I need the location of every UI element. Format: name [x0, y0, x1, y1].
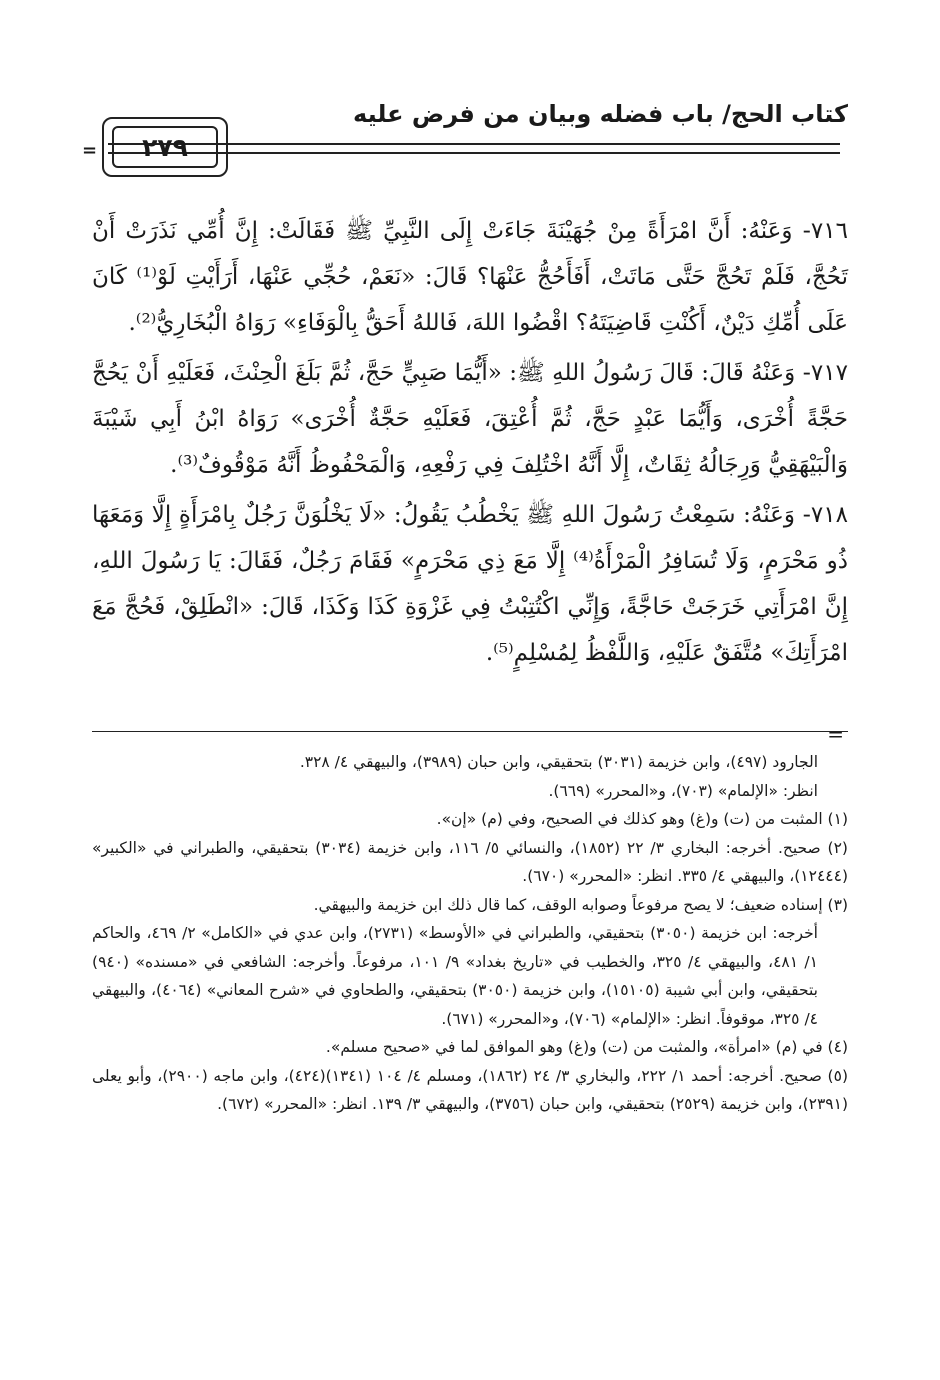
hadith-body: وَعَنْهُ: أَنَّ امْرَأَةً مِنْ جُهَيْنَةَ جَاءَتْ إِلَى النَّبِيِّ ﷺ فَقَالَتْ: إِنَّ أُمِّي نَذَرَتْ أَنْ تَحُجَّ، فَلَمْ تَحُجَّ حَتَّى مَاتَتْ، أَفَأَحُجُّ عَنْهَا؟ قَالَ: «نَعَمْ، حُجِّي عَنْهَا، أَرَأَيْتِ لَوْ⁽¹⁾ كَانَ عَلَى أُمِّكِ دَيْنٌ، أَكُنْتِ قَاضِيَتَهُ؟ اقْضُوا اللهَ، فَاللهُ أَحَقُّ بِالْوَفَاءِ» رَوَاهُ الْبُخَارِيُّ⁽²⁾.	[92, 218, 849, 336]
hadith-717	[92, 350, 848, 488]
hadith-number: ٧١٨-	[794, 502, 848, 528]
footnote-separator	[92, 731, 848, 732]
page-number-frame	[102, 117, 228, 177]
hadith-number: ٧١٧-	[795, 360, 848, 386]
footnote-continuation: الجارود (٤٩٧)، وابن خزيمة (٣٠٣١) بتحقيقي، وابن حبان (٣٩٨٩)، والبيهقي ٤/ ٣٢٨.	[299, 753, 818, 771]
page-number: ٢٧٩	[112, 126, 218, 168]
footnote-continuation: انظر: «الإلمام» (٧٠٣)، و«المحرر» (٦٦٩).	[548, 781, 818, 800]
footnote-1: (١) المثبت من (ت) و(غ) وهو كذلك في الصحيح، وفي (م) «إن».	[436, 810, 848, 828]
footnote-5: (٥) صحيح. أخرجه: أحمد ١/ ٢٢٢، والبخاري ٣/ ٢٤ (١٨٦٢)، ومسلم ٤/ ١٠٤ (١٣٤١)(٤٢٤)، وابن ماجه (٢٩٠٠)، وأبو يعلى (٢٣٩١)، وابن خزيمة (٢٥٢٩) بتحقيقي، وابن حبان (٣٧٥٦)، والبيهقي ٣/ ١٣٩. انظر: «المحرر» (٦٧٢).	[92, 1066, 848, 1113]
hadith-718	[92, 492, 848, 676]
hadith-body: وَعَنْهُ قَالَ: قَالَ رَسُولُ اللهِ ﷺ: «أَيُّمَا صَبِيٍّ حَجَّ، ثُمَّ بَلَغَ الْحِنْثَ، فَعَلَيْهِ أَنْ يَحُجَّ حَجَّةً أُخْرَى، وَأَيُّمَا عَبْدٍ حَجَّ، ثُمَّ أُعْتِقَ، فَعَلَيْهِ حَجَّةٌ أُخْرَى» رَوَاهُ ابْنُ أَبِي شَيْبَةَ وَالْبَيْهَقِيُّ وَرِجَالُهُ ثِقَاتٌ، إِلَّا أَنَّهُ اخْتُلِفَ فِي رَفْعِهِ، وَالْمَحْفُوظُ أَنَّهُ مَوْقُوفٌ⁽³⁾.	[92, 360, 848, 478]
footnote-3: (٣) إسناده ضعيف؛ لا يصح مرفوعاً وصوابه الوقف، كما قال ذلك ابن خزيمة والبيهقي.	[313, 895, 848, 914]
footnote-4: (٤) في (م) «امرأة»، والمثبت من (ت) و(غ) وهو الموافق لما في «صحيح مسلم».	[325, 1038, 848, 1056]
hadith-716	[92, 208, 848, 346]
header-rule-end: =	[82, 140, 98, 161]
hadith-text	[92, 208, 848, 680]
footnote-separator-mark: =	[827, 722, 844, 746]
hadith-number: ٧١٦-	[792, 218, 848, 244]
footnote-3-detail: أخرجه: ابن خزيمة (٣٠٥٠) بتحقيقي، والطبراني في «الأوسط» (٢٧٣١)، وابن عدي في «الكامل» ٢/ ٤٦٩، والحاكم ١/ ٤٨١، والبيهقي ٤/ ٣٢٥، والخطيب في «تاريخ بغداد» ٩/ ١٠١، مرفوعاً. وأخرجه: الشافعي في «مسنده» (٩٤٠) بتحقيقي، وابن أبي شيبة (١٥١٠٥)، وابن خزيمة (٣٠٥٠) بتحقيقي، والطحاوي في «شرح المعاني» (٤٠٦٤)، والبيهقي ٤/ ٣٢٥، موقوفاً. انظر: «الإلمام» (٧٠٦)، و«المحرر» (٦٧١).	[92, 924, 818, 1028]
chapter-title: كتاب الحج/ باب فضله وبيان من فرض عليه	[353, 100, 848, 128]
hadith-body: وَعَنْهُ: سَمِعْتُ رَسُولَ اللهِ ﷺ يَخْطُبُ يَقُولُ: «لَا يَخْلُوَنَّ رَجُلٌ بِامْرَأَةٍ إِلَّا وَمَعَهَا ذُو مَحْرَمٍ، وَلَا تُسَافِرُ الْمَرْأَةُ⁽⁴⁾ إِلَّا مَعَ ذِي مَحْرَمٍ» فَقَامَ رَجُلٌ، فَقَالَ: يَا رَسُولَ اللهِ، إِنَّ امْرَأَتِي خَرَجَتْ حَاجَّةً، وَإِنِّي اكْتُتِبْتُ فِي غَزْوَةِ كَذَا وَكَذَا، قَالَ: «انْطَلِقْ، فَحُجَّ مَعَ امْرَأَتِكَ» مُتَّفَقٌ عَلَيْهِ، وَاللَّفْظُ لِمُسْلِمٍ⁽⁵⁾.	[92, 502, 849, 666]
footnotes	[92, 748, 848, 1119]
footnote-2: (٢) صحيح. أخرجه: البخاري ٣/ ٢٢ (١٨٥٢)، والنسائي ٥/ ١١٦، وابن خزيمة (٣٠٣٤) بتحقيقي، والطبراني في «الكبير» (١٢٤٤٤)، والبيهقي ٤/ ٣٣٥. انظر: «المحرر» (٦٧٠).	[92, 838, 848, 885]
